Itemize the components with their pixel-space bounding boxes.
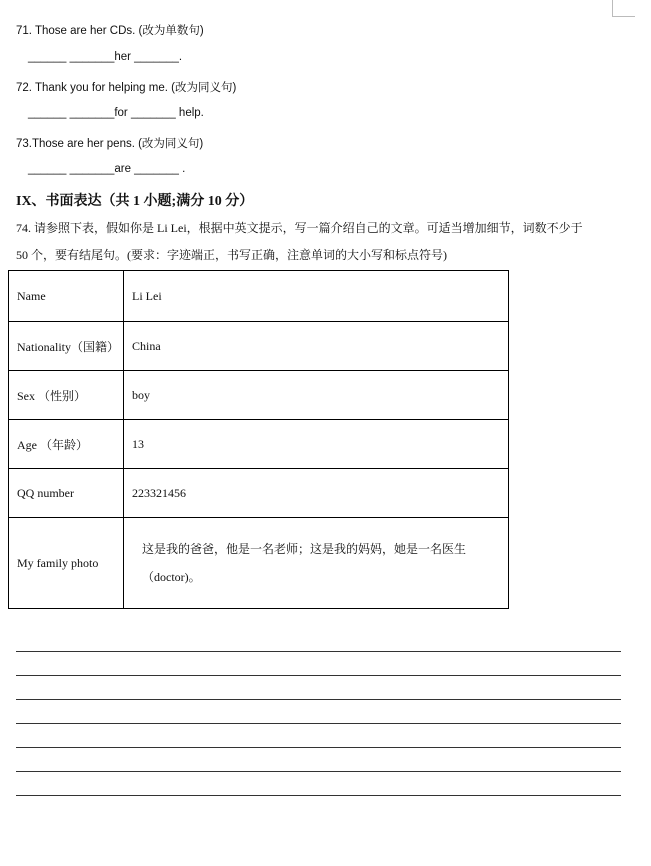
- row-value: [124, 518, 509, 609]
- table-row: [9, 469, 509, 518]
- writing-line: [16, 747, 621, 748]
- row-label: My family photo: [9, 518, 124, 609]
- row-value: 13: [124, 420, 509, 469]
- writing-line: [16, 723, 621, 724]
- row-label: Nationality（国籍）: [9, 322, 124, 371]
- answer-line-71: ______ _______her _______.: [28, 51, 183, 63]
- table-row: [9, 518, 509, 609]
- question-73: 73.Those are her pens. (改为同义句): [16, 138, 204, 150]
- row-label: Name: [9, 271, 124, 322]
- row-label: Age （年龄）: [9, 420, 124, 469]
- writing-line: [16, 699, 621, 700]
- table-row: [9, 322, 509, 371]
- question-72: 72. Thank you for helping me. (改为同义句): [16, 82, 237, 94]
- writing-line: [16, 675, 621, 676]
- table-row: [9, 420, 509, 469]
- row-value: boy: [124, 371, 509, 420]
- table-row: [9, 271, 509, 322]
- info-table: [8, 270, 509, 609]
- answer-line-72: ______ _______for _______ help.: [28, 107, 204, 119]
- answer-line-73: ______ _______are _______ .: [28, 163, 186, 175]
- section-title-writing: IX、书面表达（共 1 小题;满分 10 分）: [16, 194, 254, 209]
- row-value: 223321456: [124, 469, 509, 518]
- question-74-line-1: 74. 请参照下表，假如你是 Li Lei，根据中英文提示，写一篇介绍自己的文章。可适当增加细节，词数不少于: [16, 221, 583, 235]
- row-value: Li Lei: [124, 271, 509, 322]
- writing-line: [16, 651, 621, 652]
- question-71: 71. Those are her CDs. (改为单数句): [16, 25, 204, 37]
- row-value: China: [124, 322, 509, 371]
- row-label: QQ number: [9, 469, 124, 518]
- family-photo-description: 这是我的爸爸，他是一名老师；这是我的妈妈，她是一名医生（doctor)。: [142, 542, 467, 584]
- row-label: Sex （性别）: [9, 371, 124, 420]
- writing-line: [16, 795, 621, 796]
- writing-line: [16, 771, 621, 772]
- page-corner-mark: [612, 0, 635, 17]
- table-row: [9, 371, 509, 420]
- question-74-line-2: 50 个，要有结尾句。(要求：字迹端正，书写正确，注意单词的大小写和标点符号): [16, 248, 447, 262]
